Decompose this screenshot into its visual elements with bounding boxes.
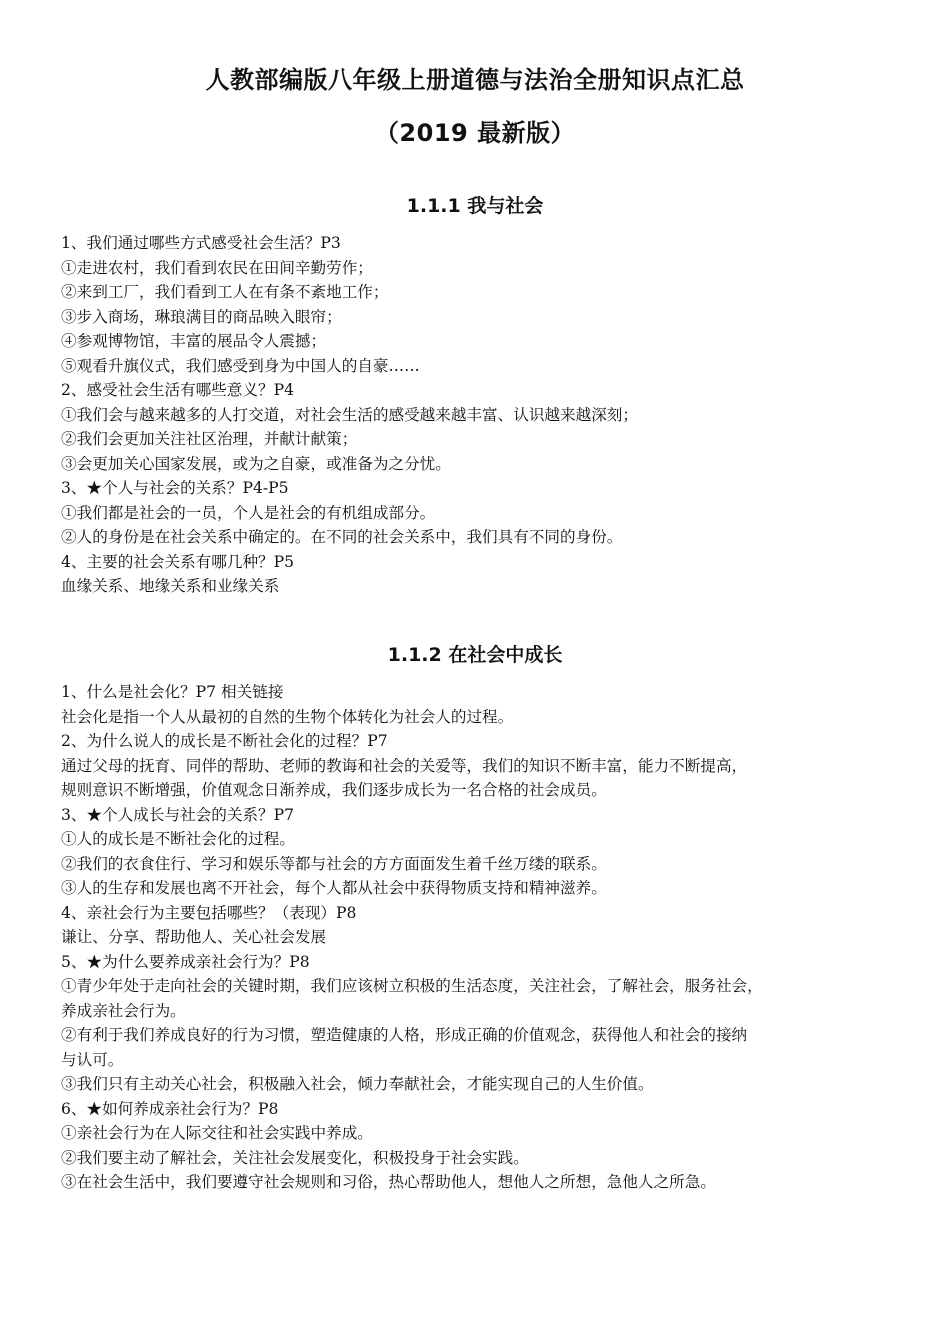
- answer-line: 血缘关系、地缘关系和业缘关系: [61, 577, 280, 595]
- question-line: 4、主要的社会关系有哪几种？P5: [61, 552, 295, 571]
- answer-line: 社会化是指一个人从最初的自然的生物个体转化为社会人的过程。: [61, 707, 514, 726]
- question-line: 2、为什么说人的成长是不断社会化的过程？P7: [61, 732, 388, 750]
- answer-line: ③会更加关心国家发展，或为之自豪，或准备为之分忧。: [61, 454, 451, 473]
- answer-line: ②来到工厂，我们看到工人在有条不紊地工作；: [61, 283, 389, 301]
- answer-line: ①我们会与越来越多的人打交道，对社会生活的感受越来越丰富、认识越来越深刻；: [61, 405, 638, 424]
- answer-line: ②我们要主动了解社会，关注社会发展变化，积极投身于社会实践。: [61, 1148, 529, 1167]
- section-body-1-1-1: [61, 231, 901, 599]
- section-heading-1-1-2: 1.1.2 在社会中成长: [387, 644, 563, 666]
- answer-line: 与认可。: [61, 1050, 124, 1069]
- answer-line: ①走进农村，我们看到农民在田间辛勤劳作；: [61, 258, 373, 277]
- answer-line: 养成亲社会行为。: [61, 1001, 186, 1020]
- answer-line: ②有利于我们养成良好的行为习惯，塑造健康的人格，形成正确的价值观念，获得他人和社会的接纳: [61, 1026, 748, 1044]
- answer-line: ①亲社会行为在人际交往和社会实践中养成。: [61, 1124, 373, 1142]
- answer-line: ①人的成长是不断社会化的过程。: [61, 830, 295, 848]
- question-line: 6、★如何养成亲社会行为？P8: [61, 1099, 279, 1118]
- answer-line: 规则意识不断增强，价值观念日渐养成，我们逐步成长为一名合格的社会成员。: [61, 781, 607, 799]
- answer-line: ②我们会更加关注社区治理，并献计献策；: [61, 430, 358, 448]
- answer-line: ①我们都是社会的一员，个人是社会的有机组成部分。: [61, 503, 436, 522]
- answer-line: ③步入商场，琳琅满目的商品映入眼帘；: [61, 307, 342, 326]
- section-body-1-1-2: [61, 680, 901, 1195]
- question-line: 1、什么是社会化？P7 相关链接: [61, 683, 284, 701]
- answer-line: ③在社会生活中，我们要遵守社会规则和习俗，热心帮助他人，想他人之所想，急他人之所急。: [61, 1173, 716, 1191]
- question-line: 1、我们通过哪些方式感受社会生活？P3: [61, 234, 341, 252]
- question-line: 4、亲社会行为主要包括哪些？（表现）P8: [61, 903, 357, 922]
- document-title: 人教部编版八年级上册道德与法治全册知识点汇总: [205, 66, 745, 94]
- answer-line: ④参观博物馆，丰富的展品令人震撼；: [61, 332, 327, 350]
- answer-line: ③人的生存和发展也离不开社会，每个人都从社会中获得物质支持和精神滋养。: [61, 879, 607, 897]
- question-line: 3、★个人与社会的关系？P4-P5: [61, 479, 289, 497]
- question-line: 5、★为什么要养成亲社会行为？P8: [61, 952, 310, 971]
- answer-line: 通过父母的抚育、同伴的帮助、老师的教诲和社会的关爱等，我们的知识不断丰富，能力不断提高，: [61, 756, 748, 775]
- answer-line: ③我们只有主动关心社会，积极融入社会，倾力奉献社会，才能实现自己的人生价值。: [61, 1075, 654, 1093]
- question-line: 2、感受社会生活有哪些意义？P4: [61, 381, 295, 399]
- document-subtitle: （2019 最新版）: [374, 119, 576, 147]
- section-heading-1-1-1: 1.1.1 我与社会: [406, 195, 544, 217]
- answer-line: ②我们的衣食住行、学习和娱乐等都与社会的方方面面发生着千丝万缕的联系。: [61, 854, 607, 873]
- answer-line: ②人的身份是在社会关系中确定的。在不同的社会关系中，我们具有不同的身份。: [61, 528, 623, 546]
- answer-line: ①青少年处于走向社会的关键时期，我们应该树立积极的生活态度，关注社会，了解社会，服务社会，: [61, 977, 763, 995]
- answer-line: ⑤观看升旗仪式，我们感受到身为中国人的自豪……: [61, 356, 420, 375]
- question-line: 3、★个人成长与社会的关系？P7: [61, 805, 295, 824]
- answer-line: 谦让、分享、帮助他人、关心社会发展: [61, 928, 327, 946]
